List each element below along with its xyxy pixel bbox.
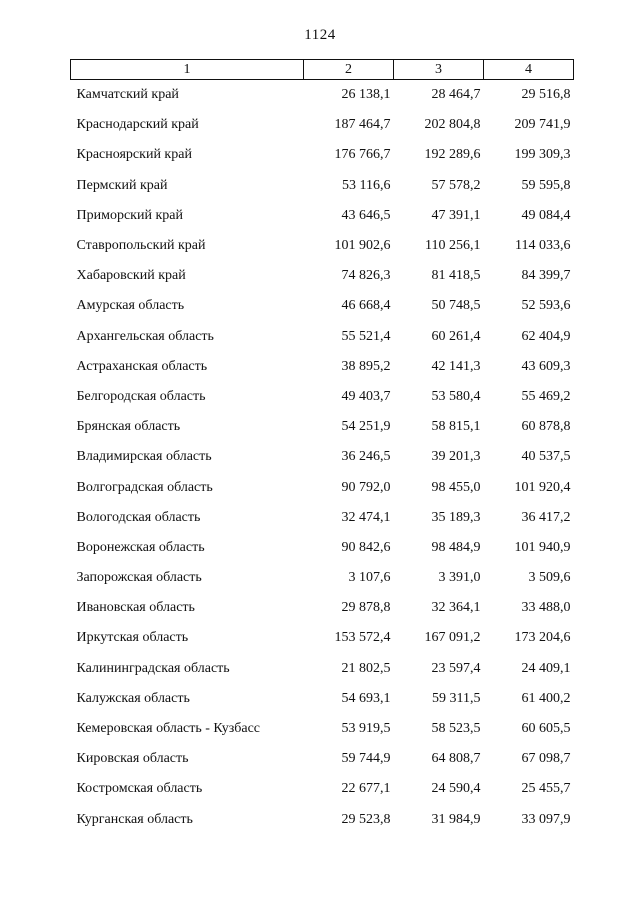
value-col-4: 43 609,3: [521, 358, 571, 374]
table-row: [71, 563, 574, 593]
value-col-4: 52 593,6: [521, 298, 571, 314]
value-col-2: 53 116,6: [342, 177, 391, 193]
table-row: [71, 744, 574, 774]
value-col-2: 21 802,5: [341, 660, 391, 676]
value-col-4: 62 404,9: [521, 328, 571, 344]
table-row: [71, 503, 574, 533]
region-name: Курганская область: [76, 811, 193, 827]
value-col-3: 58 523,5: [431, 721, 481, 737]
table-row: [71, 231, 574, 261]
value-col-3: 47 391,1: [431, 207, 481, 223]
value-col-2: 3 107,6: [348, 570, 391, 586]
value-col-4: 209 741,9: [514, 117, 571, 133]
value-col-2: 29 878,8: [341, 600, 391, 616]
table-row: [71, 201, 574, 231]
value-col-4: 101 920,4: [514, 479, 571, 495]
value-col-2: 26 138,1: [341, 87, 391, 103]
value-col-4: 49 084,4: [521, 207, 571, 223]
table-row: [71, 654, 574, 684]
value-col-2: 36 246,5: [341, 449, 391, 465]
region-name: Астраханская область: [76, 358, 208, 374]
value-col-3: 39 201,3: [431, 449, 481, 465]
table-row: [71, 171, 574, 201]
table-row: [71, 472, 574, 502]
value-col-3: 64 808,7: [431, 751, 481, 767]
value-col-3: 98 455,0: [431, 479, 481, 495]
value-col-4: 173 204,6: [514, 630, 571, 646]
value-col-3: 167 091,2: [424, 630, 481, 646]
value-col-3: 28 464,7: [431, 87, 481, 103]
region-name: Красноярский край: [76, 147, 192, 163]
table-row: [71, 412, 574, 442]
value-col-4: 33 097,9: [521, 811, 571, 827]
table-row: [71, 593, 574, 623]
value-col-4: 61 400,2: [521, 690, 571, 706]
table-row: [71, 382, 574, 412]
value-col-2: 90 842,6: [341, 539, 391, 555]
region-name: Камчатский край: [76, 87, 179, 103]
value-col-2: 187 464,7: [334, 117, 391, 133]
value-col-2: 54 693,1: [341, 690, 391, 706]
region-name: Волгоградская область: [76, 479, 213, 495]
value-col-3: 192 289,6: [424, 147, 481, 163]
value-col-2: 74 826,3: [341, 268, 391, 284]
column-header-3: 3: [394, 60, 484, 80]
table-row: [71, 352, 574, 382]
region-name: Белгородская область: [76, 388, 206, 404]
table-row: [71, 140, 574, 170]
value-col-2: 90 792,0: [341, 479, 391, 495]
region-name: Вологодская область: [76, 509, 201, 525]
region-name: Калининградская область: [76, 660, 230, 676]
table-row: [71, 714, 574, 744]
value-col-3: 35 189,3: [431, 509, 481, 525]
value-col-4: 60 605,5: [521, 721, 571, 737]
value-col-2: 55 521,4: [341, 328, 391, 344]
table-row: [71, 80, 574, 111]
table-row: [71, 291, 574, 321]
value-col-3: 50 748,5: [431, 298, 481, 314]
region-name: Иркутская область: [76, 630, 189, 646]
table-row: [71, 261, 574, 291]
value-col-4: 3 509,6: [528, 570, 571, 586]
value-col-4: 55 469,2: [521, 388, 571, 404]
data-table: [70, 59, 574, 835]
column-header-4: 4: [484, 60, 574, 80]
value-col-2: 59 744,9: [341, 751, 391, 767]
table-row: [71, 623, 574, 653]
value-col-3: 31 984,9: [431, 811, 481, 827]
value-col-2: 176 766,7: [334, 147, 391, 163]
table-row: [71, 774, 574, 804]
region-name: Пермский край: [76, 177, 168, 193]
value-col-3: 24 590,4: [431, 781, 481, 797]
value-col-3: 59 311,5: [432, 690, 481, 706]
value-col-3: 202 804,8: [424, 117, 481, 133]
page-number: 1124: [304, 27, 336, 43]
header-row: [71, 60, 574, 80]
table-row: [71, 322, 574, 352]
table-row: [71, 110, 574, 140]
value-col-3: 60 261,4: [431, 328, 481, 344]
region-name: Запорожская область: [76, 570, 202, 586]
table-body: [71, 80, 574, 835]
table-row: [71, 684, 574, 714]
value-col-2: 54 251,9: [341, 419, 391, 435]
value-col-3: 3 391,0: [438, 570, 481, 586]
value-col-4: 59 595,8: [521, 177, 571, 193]
value-col-4: 36 417,2: [521, 509, 571, 525]
value-col-2: 29 523,8: [341, 811, 391, 827]
value-col-2: 53 919,5: [341, 721, 391, 737]
value-col-3: 23 597,4: [431, 660, 481, 676]
table-header: [71, 60, 574, 80]
region-name: Воронежская область: [76, 539, 205, 555]
value-col-2: 101 902,6: [334, 238, 391, 254]
value-col-4: 101 940,9: [514, 539, 571, 555]
value-col-4: 114 033,6: [515, 238, 571, 254]
value-col-4: 33 488,0: [521, 600, 571, 616]
value-col-4: 199 309,3: [514, 147, 571, 163]
value-col-2: 153 572,4: [334, 630, 391, 646]
region-name: Ставропольский край: [76, 238, 206, 254]
value-col-3: 58 815,1: [431, 419, 481, 435]
region-name: Кемеровская область - Кузбасс: [76, 721, 261, 737]
table-row: [71, 533, 574, 563]
region-name: Краснодарский край: [76, 117, 199, 133]
table-row: [71, 805, 574, 835]
value-col-3: 53 580,4: [431, 388, 481, 404]
value-col-4: 67 098,7: [521, 751, 571, 767]
value-col-4: 40 537,5: [521, 449, 571, 465]
column-header-1: 1: [71, 60, 304, 80]
region-name: Архангельская область: [76, 328, 214, 344]
value-col-2: 49 403,7: [341, 388, 391, 404]
region-name: Ивановская область: [76, 600, 195, 616]
region-name: Костромская область: [76, 781, 203, 797]
value-col-2: 46 668,4: [341, 298, 391, 314]
region-name: Приморский край: [76, 207, 183, 223]
region-name: Калужская область: [76, 690, 190, 706]
value-col-2: 43 646,5: [341, 207, 391, 223]
value-col-3: 98 484,9: [431, 539, 481, 555]
value-col-4: 29 516,8: [521, 87, 571, 103]
value-col-3: 110 256,1: [425, 238, 481, 254]
column-header-2: 2: [304, 60, 394, 80]
value-col-2: 22 677,1: [341, 781, 391, 797]
value-col-3: 57 578,2: [431, 177, 481, 193]
region-name: Амурская область: [76, 298, 185, 314]
region-name: Брянская область: [76, 419, 181, 435]
value-col-2: 32 474,1: [341, 509, 391, 525]
region-name: Кировская область: [76, 751, 189, 767]
value-col-3: 32 364,1: [431, 600, 481, 616]
value-col-2: 38 895,2: [341, 358, 391, 374]
table-row: [71, 442, 574, 472]
value-col-3: 42 141,3: [431, 358, 481, 374]
value-col-4: 60 878,8: [521, 419, 571, 435]
value-col-3: 81 418,5: [431, 268, 481, 284]
value-col-4: 24 409,1: [521, 660, 571, 676]
region-name: Хабаровский край: [76, 268, 186, 284]
region-name: Владимирская область: [76, 449, 212, 465]
value-col-4: 25 455,7: [521, 781, 571, 797]
value-col-4: 84 399,7: [521, 268, 571, 284]
